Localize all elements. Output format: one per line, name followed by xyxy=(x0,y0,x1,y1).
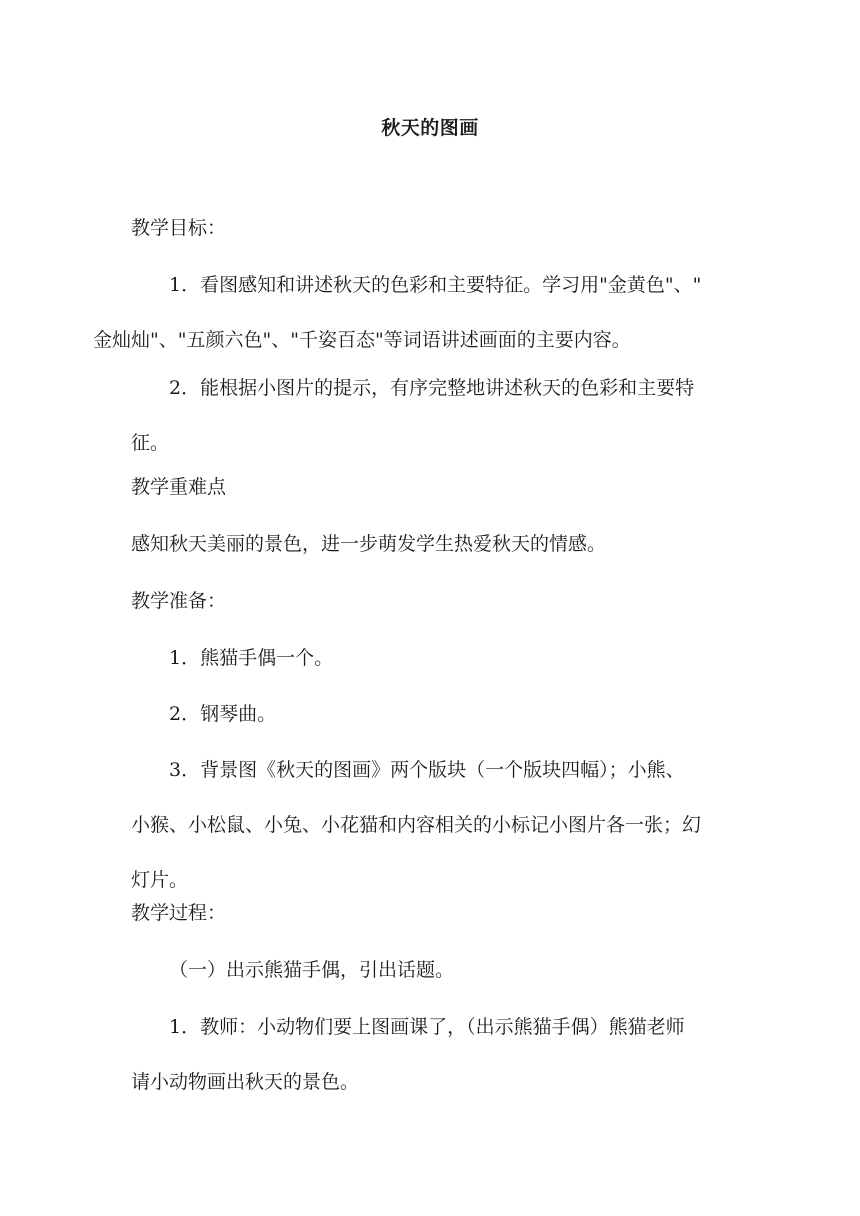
goal-item-1-line-1: 1．看图感知和讲述秋天的色彩和主要特征。学习用"金黄色"、" xyxy=(169,274,702,296)
process-step-1-line-2: 请小动物画出秋天的景色。 xyxy=(131,1071,360,1093)
process-part-1: （一）出示熊猫手偶，引出话题。 xyxy=(169,959,455,981)
prep-item-2: 2．钢琴曲。 xyxy=(169,703,277,725)
goal-item-2-line-1: 2．能根据小图片的提示，有序完整地讲述秋天的色彩和主要特 xyxy=(169,377,695,399)
prep-item-3 xyxy=(131,727,731,894)
key-points-text: 感知秋天美丽的景色，进一步萌发学生热爱秋天的情感。 xyxy=(131,533,607,555)
section-heading-key-points: 教学重难点 xyxy=(131,476,227,498)
document-title: 秋天的图画 xyxy=(381,117,479,139)
section-heading-preparation: 教学准备： xyxy=(131,590,227,612)
section-heading-process: 教学过程： xyxy=(131,902,227,924)
prep-item-3-line-2: 小猴、小松鼠、小兔、小花猫和内容相关的小标记小图片各一张；幻 xyxy=(131,814,702,836)
prep-item-3-line-1: 3．背景图《秋天的图画》两个版块（一个版块四幅）；小熊、 xyxy=(169,759,685,781)
process-step-1 xyxy=(131,1013,731,1096)
goal-item-1-line-2: 金灿灿"、"五颜六色"、"千姿百态"等词语讲述画面的主要内容。 xyxy=(93,329,631,351)
section-heading-goals: 教学目标： xyxy=(131,217,227,239)
goal-item-1 xyxy=(93,271,731,354)
process-step-1-line-1: 1．教师：小动物们要上图画课了，（出示熊猫手偶）熊猫老师 xyxy=(169,1016,685,1038)
goal-item-2-line-2: 征。 xyxy=(131,432,170,454)
prep-item-3-line-3: 灯片。 xyxy=(131,869,189,891)
goal-item-2 xyxy=(131,374,731,457)
prep-item-1: 1．熊猫手偶一个。 xyxy=(169,647,334,669)
